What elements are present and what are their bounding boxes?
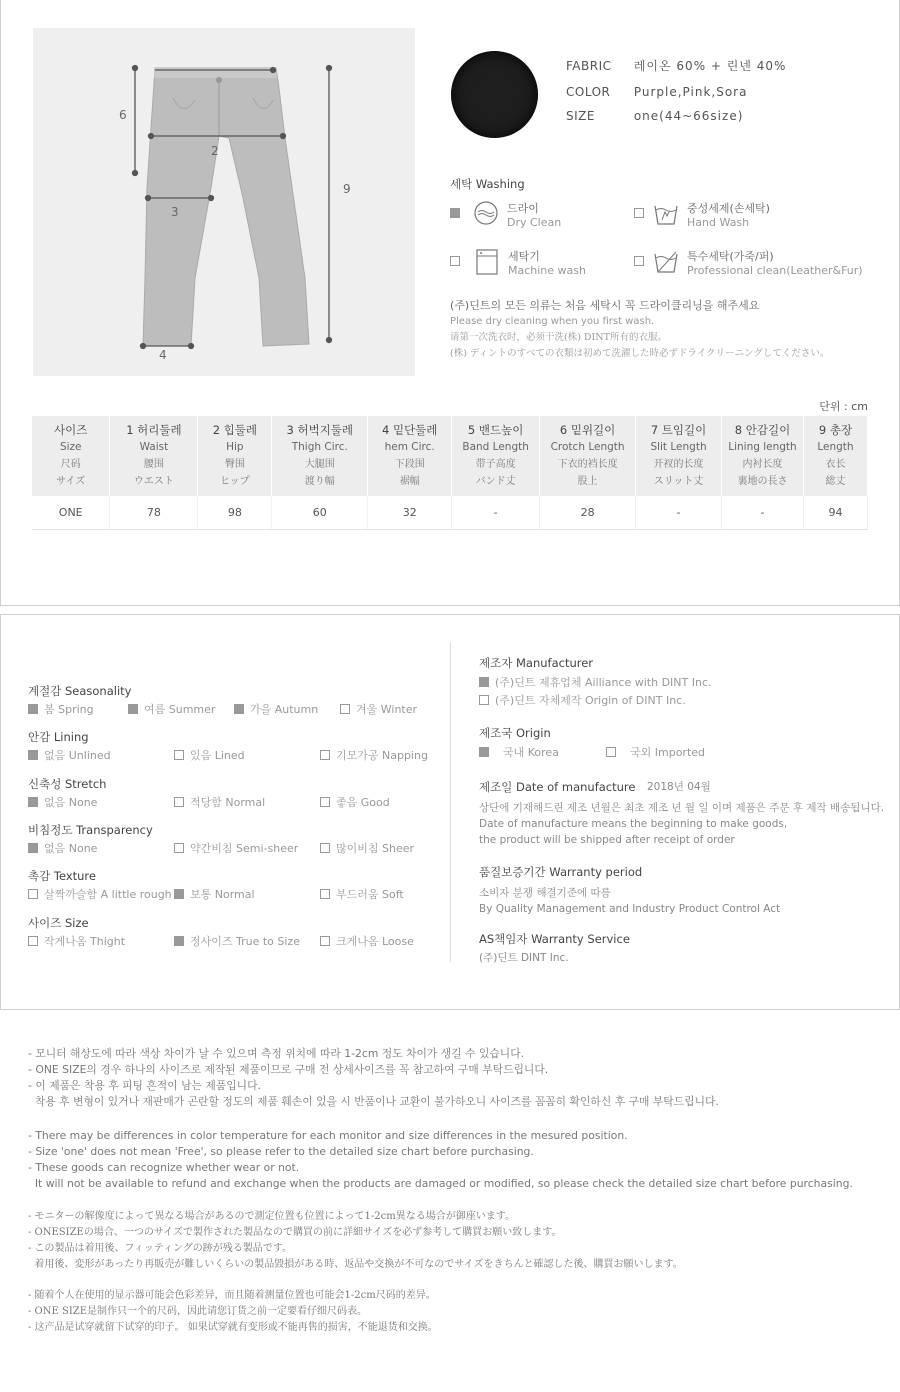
size-value: one(44~66size) <box>633 109 744 123</box>
option-label: 약간비침 Semi-sheer <box>190 842 299 855</box>
lining-option <box>28 747 111 763</box>
stretch-option <box>320 794 390 810</box>
manufacturer-option-alliance <box>479 674 712 690</box>
checkbox <box>174 889 184 899</box>
lining-option <box>174 747 245 763</box>
washing-note-jp: (株) ディントのすべての衣類は初めて洗濯した時必ずドライクリーニングしてください。 <box>450 348 830 359</box>
size-table <box>32 416 868 530</box>
header-ko: 8 안감길이 <box>734 423 791 437</box>
notice-line-en: It will not be available to refund and exchange when the products are damaged or modified, so please check the detailed size chart before purchasing. <box>28 1177 853 1190</box>
header-jp: スリット丈 <box>653 476 704 487</box>
option-label: 겨울 Winter <box>356 703 418 716</box>
table-cell: - <box>722 496 804 530</box>
size-title: 사이즈 Size <box>28 916 89 930</box>
option-label: (주)딘트 자체제작 Origin of DINT Inc. <box>495 694 686 707</box>
measure-label-4: 4 <box>159 348 167 362</box>
table-cell: 94 <box>803 496 867 530</box>
machine-wash-ko: 세탁기 <box>508 250 540 263</box>
date-text-ko: 상단에 기재해드린 제조 년월은 최초 제조 년 월 일 이며 제품은 주문 후 제작 배송됩니다. <box>479 802 885 814</box>
washing-note-cn: 请第一次洗衣时，必须干洗(株) DINT所有的衣服。 <box>450 332 667 343</box>
checkbox <box>234 704 244 714</box>
product-illustration <box>33 28 415 376</box>
header-ko: 7 트임길이 <box>650 423 707 437</box>
header-jp: ヒップ <box>219 476 250 487</box>
table-cell: 32 <box>368 496 452 530</box>
professional-clean-icon <box>652 248 680 276</box>
pro-clean-checkbox <box>634 256 644 266</box>
column-header <box>722 416 804 496</box>
checkbox <box>320 797 330 807</box>
checkbox <box>606 747 616 757</box>
option-label: 기모가공 Napping <box>336 749 428 762</box>
measure-label-6: 6 <box>119 108 127 122</box>
washing-note <box>450 298 829 362</box>
notice-line-ko: 착용 후 변형이 있거나 재판매가 곤란할 정도의 제품 훼손이 있을 시 반품이나 교환이 불가하오니 사이즈를 꼼꼼히 확인하신 후 구매 부탁드립니다. <box>28 1095 719 1108</box>
header-en: Hip <box>226 441 244 453</box>
header-cn: 内衬长度 <box>742 459 783 470</box>
option-label: 없음 Unlined <box>44 749 111 762</box>
origin-option-imported <box>606 744 705 760</box>
option-label: 적당함 Normal <box>190 796 266 809</box>
notice-line-jp: - モニターの解像度によって異なる場合があるので測定位置も位置によって1-2cm異なる場合が御座います。 <box>28 1211 515 1222</box>
header-en: Size <box>59 441 82 453</box>
machine-wash-en: Machine wash <box>508 264 586 277</box>
table-cell: 60 <box>272 496 368 530</box>
header-en: Thigh Circ. <box>291 441 348 453</box>
header-en: Length <box>817 441 854 453</box>
header-jp: ウエスト <box>133 476 174 487</box>
notice-line-ko: - ONE SIZE의 경우 하나의 사이즈로 제작된 제품이므로 구매 전 상세사이즈를 꼭 참고하여 구매 부탁드립니다. <box>28 1063 549 1076</box>
dry-clean-icon <box>473 200 499 226</box>
checkbox <box>174 936 184 946</box>
checkbox <box>320 936 330 946</box>
header-ko: 6 밑위길이 <box>559 423 616 437</box>
column-header <box>272 416 368 496</box>
warranty-text-en: By Quality Management and Industry Product Control Act <box>479 903 781 915</box>
notice-line-en: - These goods can recognize whether wear or not. <box>28 1161 300 1174</box>
size-label: SIZE <box>566 109 595 123</box>
date-value: 2018년 04월 <box>647 781 711 793</box>
header-jp: 総丈 <box>825 476 846 487</box>
lining-option <box>320 747 428 763</box>
notice-line-cn: - ONE SIZE是制作只一个的尺码，因此请您订货之前一定要看仔细尺码表。 <box>28 1306 368 1317</box>
header-ko: 4 밑단둘레 <box>381 423 438 437</box>
fabric-row <box>566 57 786 74</box>
table-cell: 28 <box>540 496 636 530</box>
header-jp: バンド丈 <box>475 476 516 487</box>
warranty-title: 품질보증기간 Warranty period <box>479 865 643 879</box>
option-label: 살짝까슬함 A little rough <box>44 888 172 901</box>
size-option <box>174 933 300 949</box>
pro-clean-ko: 특수세탁(가죽/퍼) <box>687 250 774 263</box>
header-cn: 尺码 <box>60 459 81 470</box>
checkbox <box>28 797 38 807</box>
washing-note-ko: (주)딘트의 모든 의류는 처음 세탁시 꼭 드라이클리닝을 해주세요 <box>450 299 760 312</box>
pants-diagram <box>33 28 415 376</box>
unit-label: 단위 : cm <box>819 400 868 413</box>
stretch-option <box>28 794 97 810</box>
table-cell: - <box>452 496 540 530</box>
option-label: 봄 Spring <box>44 703 94 716</box>
panel-divider <box>450 642 451 962</box>
checkbox <box>174 797 184 807</box>
column-header <box>368 416 452 496</box>
transparency-option <box>28 840 97 856</box>
checkbox <box>479 677 489 687</box>
header-cn: 带子高度 <box>475 459 516 470</box>
dry-clean-ko: 드라이 <box>507 202 539 215</box>
size-option <box>320 933 414 949</box>
season-option <box>28 701 94 717</box>
header-jp: 裾幅 <box>399 476 420 487</box>
origin-option-korea <box>479 744 559 760</box>
season-option <box>128 701 215 717</box>
fabric-label: FABRIC <box>566 59 612 73</box>
texture-title: 촉감 Texture <box>28 869 96 883</box>
header-cn: 臀围 <box>224 459 245 470</box>
texture-option <box>28 886 172 902</box>
machine-wash-checkbox <box>450 256 460 266</box>
header-en: Band Length <box>462 441 529 453</box>
header-ko: 3 허벅지둘레 <box>286 423 354 437</box>
option-label: 국내 Korea <box>503 746 559 759</box>
header-cn: 大腿围 <box>304 459 335 470</box>
column-header <box>452 416 540 496</box>
checkbox <box>320 889 330 899</box>
dry-clean-en: Dry Clean <box>507 216 562 229</box>
pants-shape <box>143 68 309 346</box>
stretch-option <box>174 794 265 810</box>
checkbox <box>479 695 489 705</box>
table-cell: ONE <box>32 496 110 530</box>
header-en: hem Circ. <box>384 441 435 453</box>
checkbox <box>320 843 330 853</box>
fabric-value: 레이온 60% + 린넨 40% <box>633 59 787 73</box>
notice-line-ko: - 모니터 해상도에 따라 색상 차이가 날 수 있으며 측정 위치에 따라 1-2cm 정도 차이가 생길 수 있습니다. <box>28 1047 525 1060</box>
option-label: (주)딘트 제휴업체 Ailliance with DINT Inc. <box>495 676 712 689</box>
header-cn: 衣长 <box>825 459 846 470</box>
pro-clean-en: Professional clean(Leather&Fur) <box>687 264 863 277</box>
checkbox <box>340 704 350 714</box>
manufacturer-title: 제조자 Manufacturer <box>479 656 594 670</box>
origin-title: 제조국 Origin <box>479 726 551 740</box>
option-label: 없음 None <box>44 796 98 809</box>
fabric-swatch <box>451 51 538 138</box>
washing-machine-icon <box>474 248 500 276</box>
header-ko: 2 힙둘레 <box>212 423 257 437</box>
checkbox <box>320 750 330 760</box>
color-row <box>566 85 747 99</box>
date-title: 제조일 Date of manufacture <box>479 780 636 794</box>
option-label: 여름 Summer <box>144 703 216 716</box>
header-en: Slit Length <box>650 441 707 453</box>
header-ko: 9 총장 <box>818 423 853 437</box>
option-label: 국외 Imported <box>630 746 706 759</box>
dry-clean-checkbox <box>450 208 460 218</box>
transparency-option <box>320 840 414 856</box>
header-cn: 下衣的裆长度 <box>557 459 618 470</box>
option-label: 작게나옴 Thight <box>44 935 126 948</box>
color-value: Purple,Pink,Sora <box>633 85 748 99</box>
measure-label-3: 3 <box>171 205 179 219</box>
option-label: 보통 Normal <box>190 888 255 901</box>
hand-wash-icon <box>652 200 680 228</box>
measure-label-9: 9 <box>343 182 351 196</box>
as-title: AS책임자 Warranty Service <box>479 932 630 946</box>
header-jp: 渡り幅 <box>304 476 335 487</box>
option-label: 좋음 Good <box>336 796 390 809</box>
header-en: Lining length <box>728 441 797 453</box>
transparency-option <box>174 840 298 856</box>
header-ko: 5 밴드높이 <box>467 423 524 437</box>
notice-line-cn: - 这产品是试穿就留下试穿的印子。 如果试穿就有变形或不能再售的损害，不能退货和交换。 <box>28 1322 438 1333</box>
column-header <box>636 416 722 496</box>
notice-line-cn: - 随着个人在使用的显示器可能会色彩差异，而且随着测量位置也可能会1-2cm尺码的差异。 <box>28 1290 436 1301</box>
checkbox <box>28 750 38 760</box>
column-header <box>198 416 272 496</box>
header-cn: 下段围 <box>394 459 425 470</box>
column-header <box>803 416 867 496</box>
texture-option <box>320 886 404 902</box>
checkbox <box>128 704 138 714</box>
table-row <box>32 496 868 530</box>
column-header <box>32 416 110 496</box>
checkbox <box>479 747 489 757</box>
washing-title: 세탁 Washing <box>450 177 525 191</box>
notice-line-jp: - ONESIZEの場合、一つのサイズで製作された製品なので購買の前に詳細サイズを必ず参考して購買お願い致します。 <box>28 1227 562 1238</box>
as-text: (주)딘트 DINT Inc. <box>479 952 569 964</box>
option-label: 부드러움 Soft <box>336 888 404 901</box>
column-header <box>540 416 636 496</box>
notice-line-ko: - 이 제품은 착용 후 피팅 흔적이 남는 제품입니다. <box>28 1079 261 1092</box>
option-label: 크게나옴 Loose <box>336 935 414 948</box>
checkbox <box>28 843 38 853</box>
checkbox <box>28 889 38 899</box>
hand-wash-ko: 중성세제(손세탁) <box>687 202 770 215</box>
option-label: 없음 None <box>44 842 98 855</box>
checkbox <box>28 936 38 946</box>
season-option <box>234 701 318 717</box>
season-title: 계절감 Seasonality <box>28 684 132 698</box>
color-label: COLOR <box>566 85 611 99</box>
checkbox <box>174 843 184 853</box>
transparency-title: 비침정도 Transparency <box>28 823 153 837</box>
header-ko: 사이즈 <box>54 423 88 437</box>
size-option <box>28 933 125 949</box>
size-row <box>566 109 743 123</box>
header-jp: 裏地の長さ <box>737 476 788 487</box>
washing-note-en: Please dry cleaning when you first wash. <box>450 316 655 327</box>
table-cell: 78 <box>110 496 198 530</box>
header-ko: 1 허리둘레 <box>126 423 182 437</box>
manufacturer-option-origin <box>479 692 686 708</box>
header-en: Waist <box>139 441 169 453</box>
column-header <box>110 416 198 496</box>
season-option <box>340 701 417 717</box>
texture-option <box>174 886 255 902</box>
lining-title: 안감 Lining <box>28 730 89 744</box>
stretch-title: 신축성 Stretch <box>28 777 107 791</box>
option-label: 많이비침 Sheer <box>336 842 415 855</box>
header-cn: 腰围 <box>143 459 164 470</box>
option-label: 있음 Lined <box>190 749 245 762</box>
checkbox <box>174 750 184 760</box>
notice-line-en: - There may be differences in color temperature for each monitor and size differences in the mesured position. <box>28 1129 628 1142</box>
date-text-en2: the product will be shipped after receipt of order <box>479 834 735 846</box>
option-label: 정사이즈 True to Size <box>190 935 300 948</box>
header-jp: 股上 <box>577 476 598 487</box>
checkbox <box>28 704 38 714</box>
date-text-en1: Date of manufacture means the beginning to make goods, <box>479 818 788 830</box>
measure-label-2: 2 <box>211 144 219 158</box>
header-jp: サイズ <box>56 476 86 487</box>
hand-wash-checkbox <box>634 208 644 218</box>
table-cell: - <box>636 496 722 530</box>
warranty-text-ko: 소비자 분쟁 해결기준에 따름 <box>479 887 611 899</box>
notice-line-jp: - この製品は着用後、フィッティングの跡が残る製品です。 <box>28 1243 292 1254</box>
table-cell: 98 <box>198 496 272 530</box>
option-label: 가을 Autumn <box>250 703 319 716</box>
header-en: Crotch Length <box>550 441 625 453</box>
notice-line-en: - Size 'one' does not mean 'Free', so please refer to the detailed size chart before purchasing. <box>28 1145 534 1158</box>
hand-wash-en: Hand Wash <box>687 216 750 229</box>
notice-line-jp: 着用後、変形があったり再販売が難しいくらいの製品毀損がある時、返品や交換が不可なのでサイズをきちんと確認した後、購買お願いします。 <box>28 1259 683 1270</box>
size-table-header <box>32 416 868 496</box>
header-cn: 开衩的长度 <box>653 459 704 470</box>
